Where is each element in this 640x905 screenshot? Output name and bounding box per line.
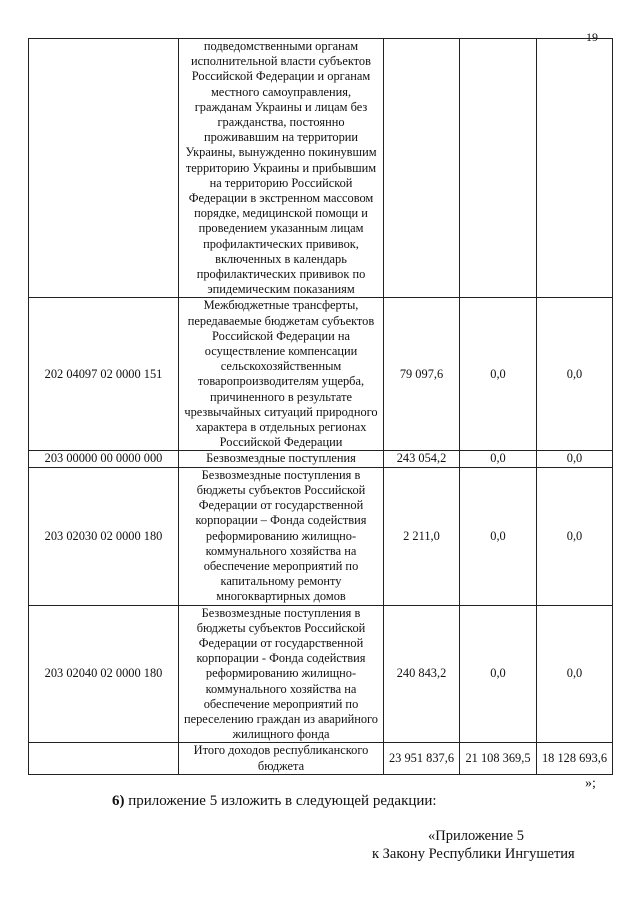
total-year-2: 21 108 369,5 (460, 743, 537, 774)
amendment-number: 6) (112, 793, 125, 809)
revenue-description: Безвозмездные поступления в бюджеты субъектов Российской Федерации от государственной корпорации - Фонда содействия реформированию жилищно-коммунального хозяйства на обеспечение мероприятий по переселению граждан из аварийного жилищного фонда (179, 605, 384, 743)
revenue-table (28, 38, 613, 775)
table-row-total (29, 743, 613, 774)
value-year-2 (460, 39, 537, 298)
total-year-1: 23 951 837,6 (384, 743, 460, 774)
value-year-3 (537, 39, 613, 298)
revenue-description: подведомственными органам исполнительной власти субъектов Российской Федерации и органам местного самоуправления, гражданам Украины и лицам без гражданства, постоянно проживавшим на территории Украины, вынужденно покинувшим территорию Украины и прибывшим на территорию Российской Федерации в экстренном массовом порядке, медицинской помощи и проведением указанным лицам профилактических прививок, включенных в календарь профилактических прививок по эпидемическим показаниям (179, 39, 384, 298)
revenue-description: Безвозмездные поступления в бюджеты субъектов Российской Федерации от государственной корпорации – Фонда содействия реформированию жилищно-коммунального хозяйства на обеспечение мероприятий по капитальному ремонту многоквартирных домов (179, 467, 384, 605)
amendment-text: приложение 5 изложить в следующей редакции: (124, 793, 437, 809)
budget-code (29, 39, 179, 298)
value-year-3: 0,0 (537, 605, 613, 743)
value-year-1: 2 211,0 (384, 467, 460, 605)
revenue-description: Межбюджетные трансферты, передаваемые бюджетам субъектов Российской Федерации на осуществление компенсации сельскохозяйственным товаропроизводителям ущерба, причиненного в результате чрезвычайных ситуаций природного характера в отдельных регионах Российской Федерации (179, 298, 384, 451)
value-year-1 (384, 39, 460, 298)
budget-code: 202 04097 02 0000 151 (29, 298, 179, 451)
table-row (29, 451, 613, 467)
value-year-1: 79 097,6 (384, 298, 460, 451)
total-year-3: 18 128 693,6 (537, 743, 613, 774)
table-row (29, 467, 613, 605)
value-year-3: 0,0 (537, 467, 613, 605)
value-year-2: 0,0 (460, 451, 537, 467)
appendix-subtitle: к Закону Республики Ингушетия (372, 846, 575, 862)
budget-code (29, 743, 179, 774)
table-row (29, 605, 613, 743)
revenue-description: Безвозмездные поступления (179, 451, 384, 467)
budget-code: 203 02030 02 0000 180 (29, 467, 179, 605)
closing-quote: »; (585, 776, 596, 791)
budget-code: 203 00000 00 0000 000 (29, 451, 179, 467)
value-year-1: 240 843,2 (384, 605, 460, 743)
total-label: Итого доходов республиканского бюджета (179, 743, 384, 774)
table-row (29, 298, 613, 451)
value-year-3: 0,0 (537, 451, 613, 467)
value-year-3: 0,0 (537, 298, 613, 451)
budget-code: 203 02040 02 0000 180 (29, 605, 179, 743)
value-year-2: 0,0 (460, 467, 537, 605)
value-year-2: 0,0 (460, 298, 537, 451)
table-row (29, 39, 613, 298)
appendix-title: «Приложение 5 (428, 828, 524, 844)
value-year-2: 0,0 (460, 605, 537, 743)
page-number: 19 (586, 30, 598, 44)
amendment-paragraph (112, 793, 437, 810)
value-year-1: 243 054,2 (384, 451, 460, 467)
